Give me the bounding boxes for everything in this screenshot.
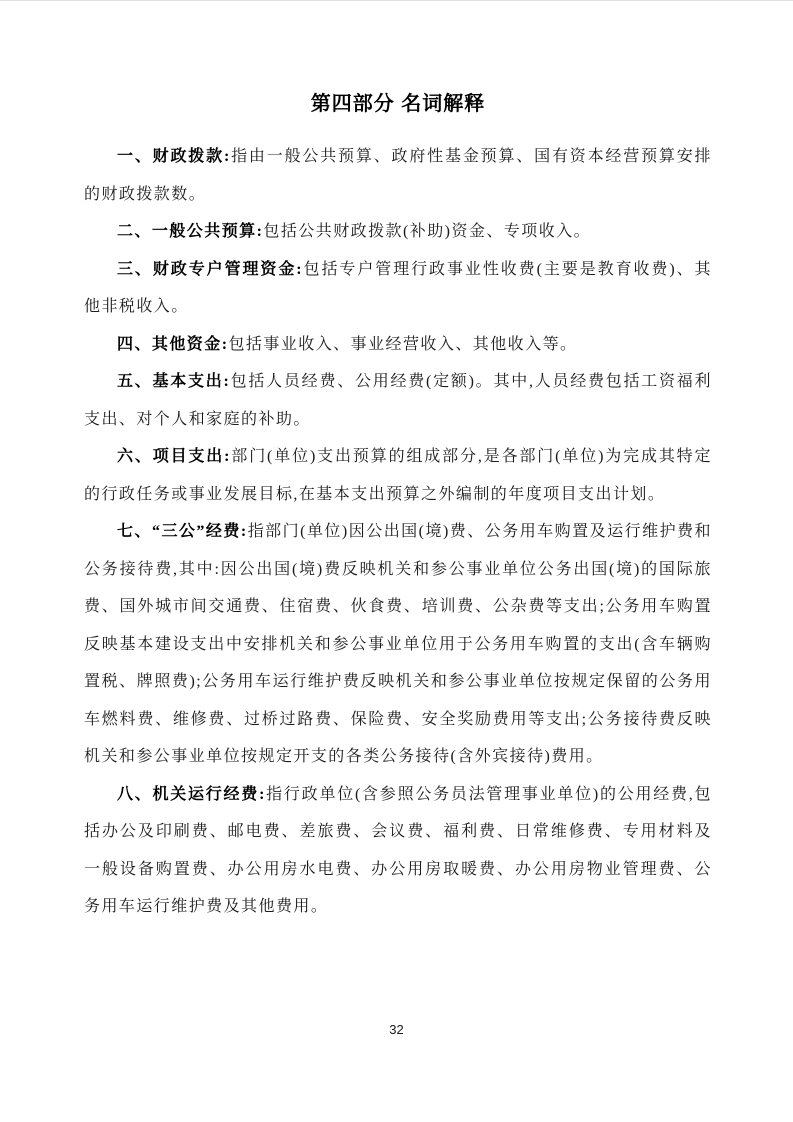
definition-paragraph [84, 326, 712, 364]
term-lead: 八、机关运行经费: [117, 785, 266, 803]
definition-paragraph [84, 438, 712, 513]
term-definition: 指部门(单位)因公出国(境)费、公务用车购置及运行维护费和公务接待费,其中:因公出国(境)费反映机关和参公事业单位公务出国(境)的国际旅费、国外城市间交通费、住宿费、伙食费、培训费、公杂费等支出;公务用车购置反映基本建设支出中安排机关和参公事业单位用于公务用车购置的支出(含车辆购置税、牌照费);公务用车运行维护费反映机关和参公事业单位按规定保留的公务用车燃料费、维修费、过桥过路费、保险费、安全奖励费用等支出;公务接待费反映机关和参公事业单位按规定开支的各类公务接待(含外宾接待)费用。 [84, 523, 712, 765]
definition-paragraph [84, 776, 712, 926]
definition-paragraph [84, 513, 712, 776]
term-lead: 二、一般公共预算: [117, 223, 264, 240]
page-content [84, 0, 712, 926]
section-title: 第四部分 名词解释 [310, 93, 486, 115]
definitions-list [84, 138, 712, 926]
term-lead: 七、“三公”经费: [117, 523, 248, 540]
term-lead: 四、其他资金: [117, 335, 229, 353]
term-definition: 包括事业收入、事业经营收入、其他收入等。 [228, 335, 578, 353]
term-definition: 包括专户管理行政事业性收费(主要是教育收费)、其他非税收入。 [84, 260, 712, 315]
term-lead: 一、财政拨款: [117, 148, 231, 165]
term-definition: 包括人员经费、公用经费(定额)。其中,人员经费包括工资福利支出、对个人和家庭的补助。 [84, 373, 712, 428]
term-definition: 指行政单位(含参照公务员法管理事业单位)的公用经费,包括办公及印刷费、邮电费、差旅费、会议费、福利费、日常维修费、专用材料及一般设备购置费、办公用房水电费、办公用房取暖费、办公用房物业管理费、公务用车运行维护费及其他费用。 [84, 785, 712, 915]
definition-paragraph [84, 213, 712, 251]
term-definition: 部门(单位)支出预算的组成部分,是各部门(单位)为完成其特定的行政任务或事业发展目标,在基本支出预算之外编制的年度项目支出计划。 [84, 448, 712, 503]
term-lead: 六、项目支出: [117, 448, 231, 465]
page-number: 32 [389, 1022, 404, 1037]
term-definition: 包括公共财政拨款(补助)资金、专项收入。 [263, 223, 592, 240]
definition-paragraph [84, 138, 712, 213]
term-definition: 指由一般公共预算、政府性基金预算、国有资本经营预算安排的财政拨款数。 [84, 148, 712, 203]
term-lead: 三、财政专户管理资金: [117, 260, 304, 278]
definition-paragraph [84, 363, 712, 438]
definition-paragraph [84, 251, 712, 326]
term-lead: 五、基本支出: [117, 373, 231, 390]
